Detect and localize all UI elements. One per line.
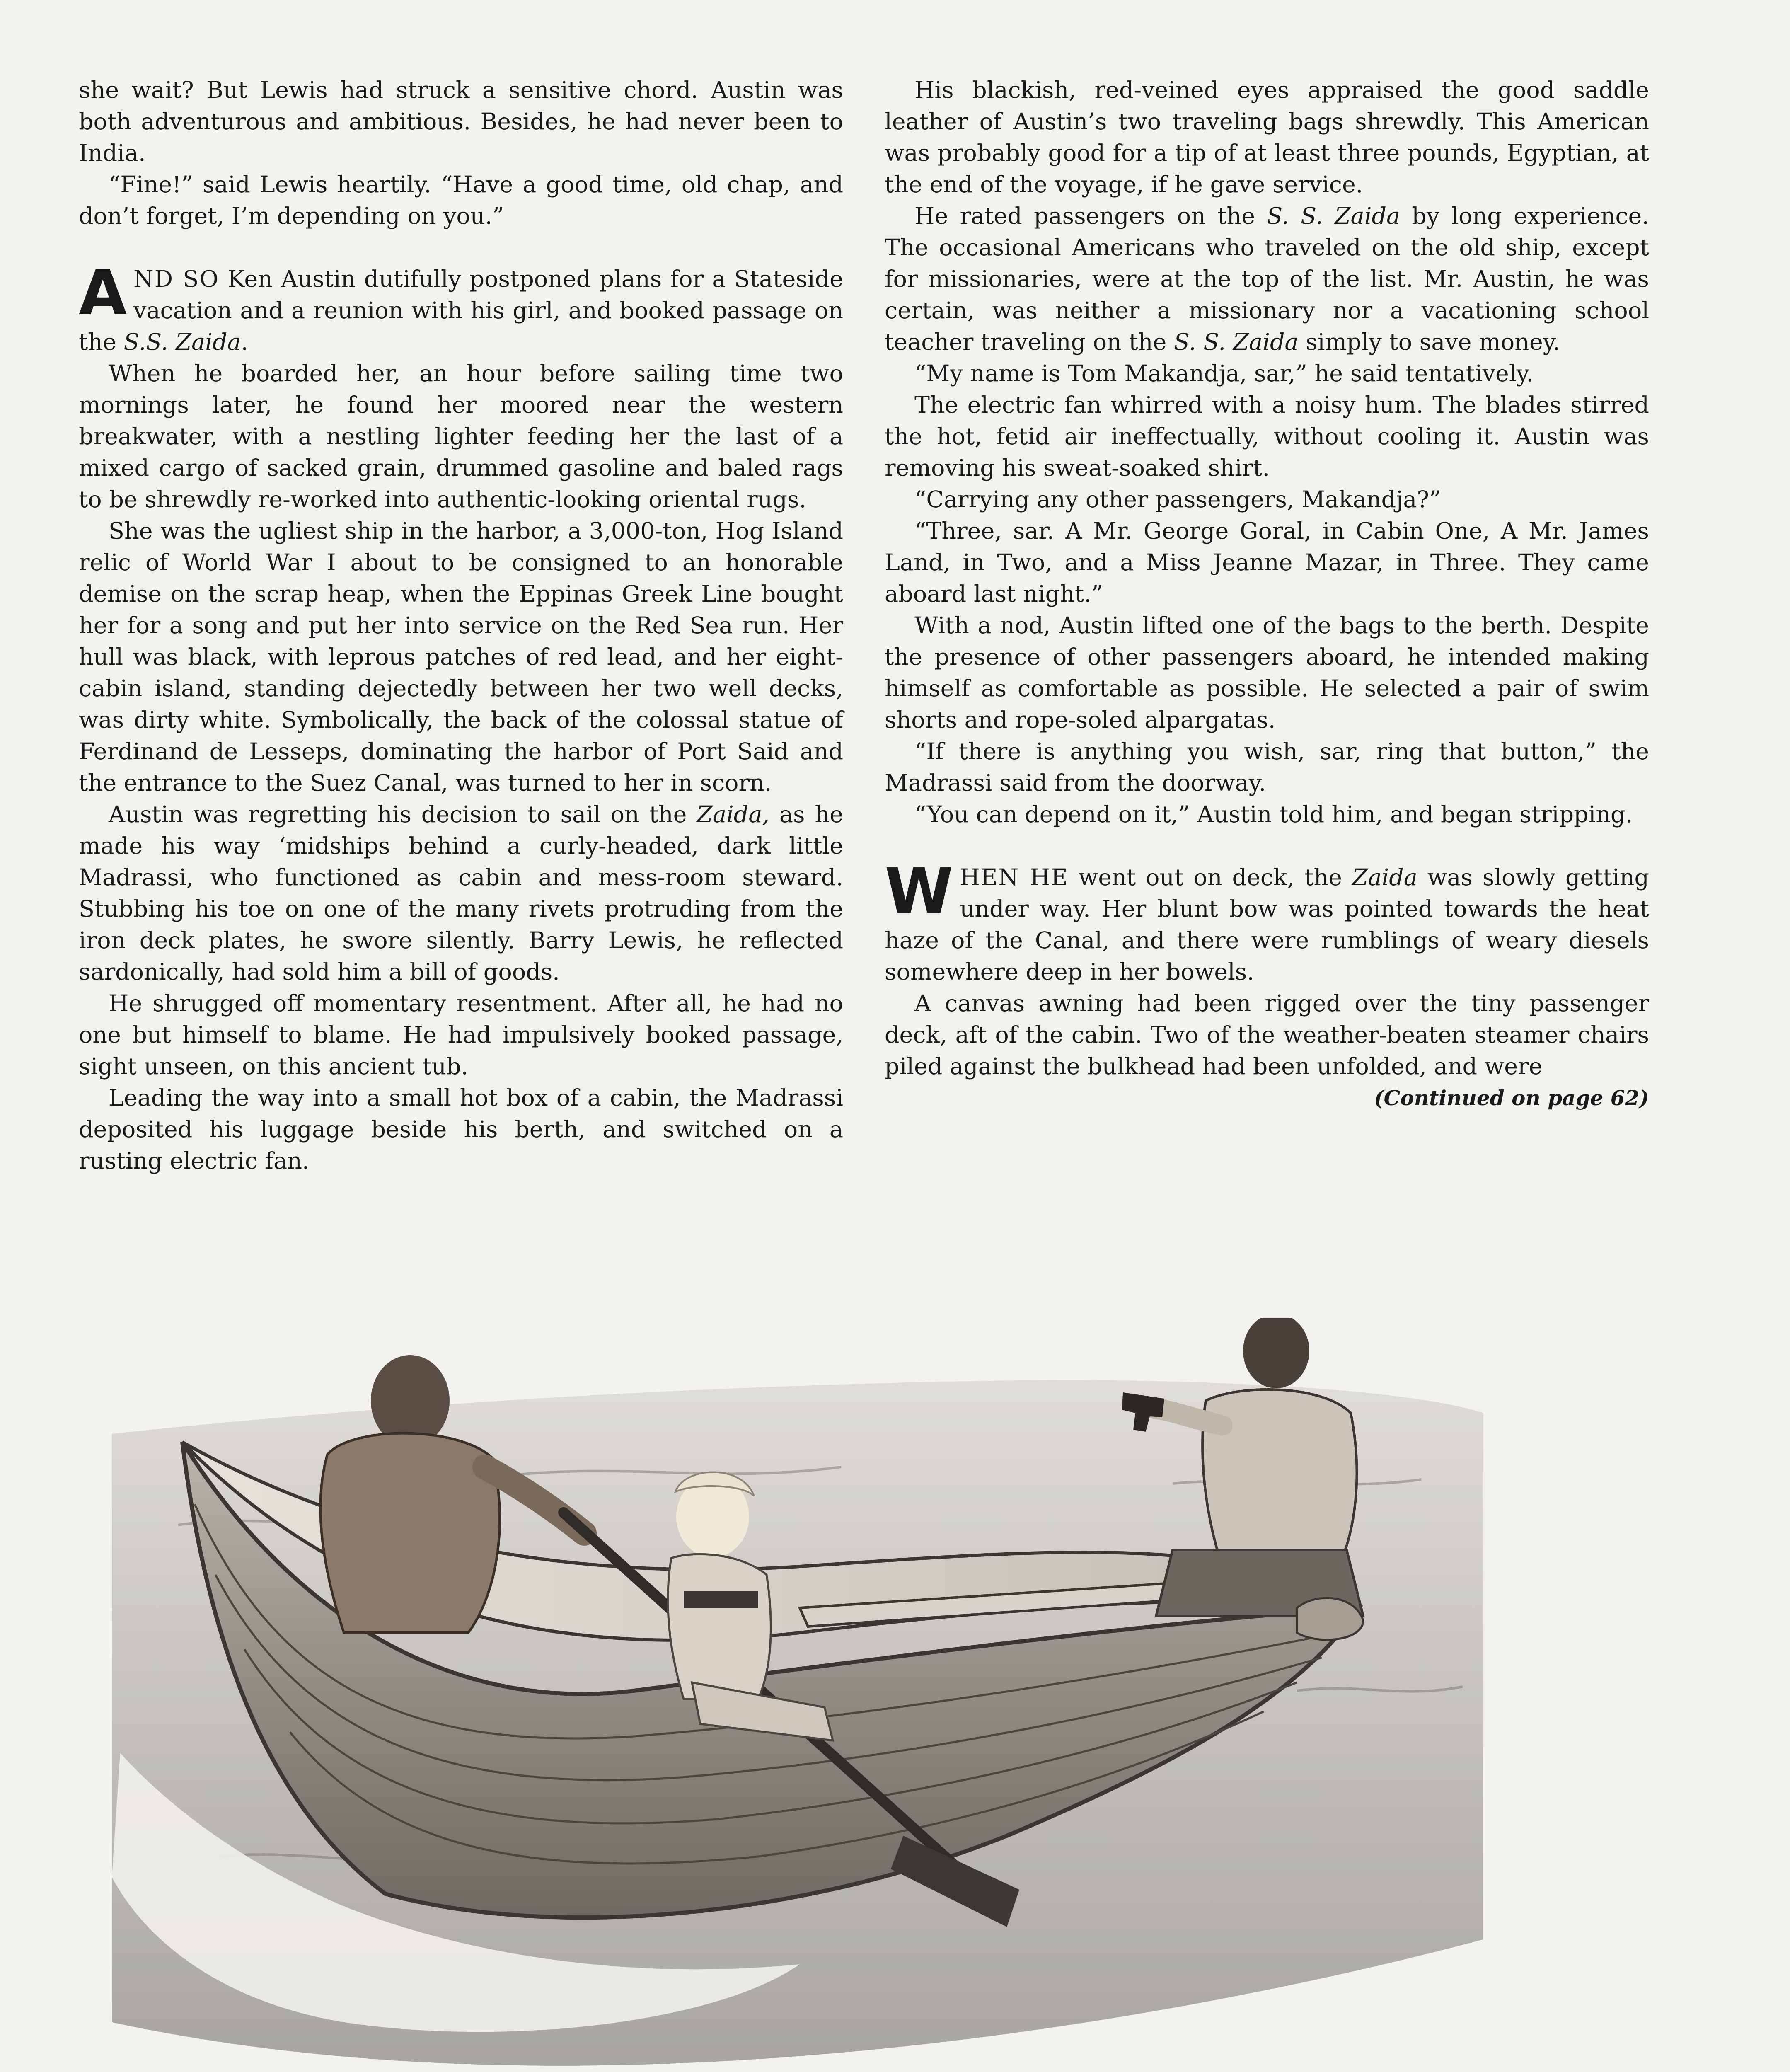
paragraph: His blackish, red-veined eyes appraised the good saddle leather of Austin’s two traveling bags shrewdly. This American was probably good for a tip of at least three pounds, Egyptian, at the end of the voyage, if he gave service. bbox=[885, 77, 1649, 198]
paragraph bbox=[885, 201, 1649, 358]
drop-cap: A bbox=[79, 257, 127, 329]
dropcap-paragraph bbox=[885, 855, 1649, 988]
left-column bbox=[79, 75, 843, 1177]
paragraph: “Carrying any other passengers, Makandja?” bbox=[914, 486, 1441, 513]
lead-caps: HEN HE bbox=[960, 864, 1069, 891]
paragraph: she wait? But Lewis had struck a sensitive chord. Austin was both adventurous and ambitious. Besides, he had never been to India. bbox=[79, 77, 843, 167]
paragraph-text: by long experience. The occasional Americans who traveled on the old ship, except for missionaries, were at the top of the list. Mr. Austin, he was certain, was neither a missionary nor a vacationing school teacher traveling on the bbox=[885, 203, 1650, 356]
paragraph-text: simply to save money. bbox=[1298, 329, 1560, 356]
paragraph-text: He rated passengers on the bbox=[914, 203, 1267, 230]
paragraph bbox=[79, 799, 843, 988]
paragraph: With a nod, Austin lifted one of the bags to the berth. Despite the presence of other passengers aboard, he intended making himself as comfortable as possible. He selected a pair of swim shorts and rope-soled alpargatas. bbox=[885, 612, 1649, 733]
ship-name: S. S. Zaida bbox=[1173, 329, 1299, 356]
paragraph: “You can depend on it,” Austin told him, and began stripping. bbox=[914, 801, 1633, 828]
paragraph-text: Ken Austin dutifully postponed plans for a Stateside vacation and a reunion with his girl, and booked passage on the bbox=[79, 266, 843, 356]
paragraph: “If there is anything you wish, sar, ring that button,” the Madrassi said from the doorway. bbox=[885, 738, 1649, 796]
paragraph-text: A canvas awning had been rigged over the tiny passenger deck, aft of the cabin. Two of the weather-beaten steamer chairs piled against the bulkhead had been unfolded, and were bbox=[885, 990, 1649, 1080]
ship-name: Zaida, bbox=[697, 801, 770, 828]
paragraph: She was the ugliest ship in the harbor, a 3,000-ton, Hog Island relic of World War I about to be consigned to an honorable demise on the scrap heap, when the Eppinas Greek Line bought her for a song and put her into service on the Red Sea run. Her hull was black, with leprous patches of red lead, and her eight-cabin island, standing dejectedly between her two well decks, was dirty white. Symbolically, the back of the colossal statue of Ferdinand de Lesseps, dominating the harbor of Port Said and the entrance to the Suez Canal, was turned to her in scorn. bbox=[79, 518, 843, 796]
dropcap-paragraph bbox=[79, 257, 843, 358]
rowboat-illustration bbox=[95, 1318, 1496, 2072]
ship-name: S. S. Zaida bbox=[1267, 203, 1401, 230]
paragraph bbox=[885, 988, 1649, 1110]
paragraph: “Fine!” said Lewis heartily. “Have a good time, old chap, and don’t forget, I’m depending on you.” bbox=[79, 171, 843, 230]
paragraph: When he boarded her, an hour before sailing time two mornings later, he found her moored near the western breakwater, with a nestling lighter feeding her the last of a mixed cargo of sacked grain, drummed gasoline and baled rags to be shrewdly re-worked into authentic-looking oriental rugs. bbox=[79, 360, 843, 513]
paragraph: He shrugged off momentary resentment. After all, he had no one but himself to blame. He had impulsively booked passage, sight unseen, on this ancient tub. bbox=[79, 990, 843, 1080]
drop-cap: W bbox=[885, 855, 953, 927]
paragraph-text: went out on deck, the bbox=[1068, 864, 1352, 891]
paragraph: The electric fan whirred with a noisy hum. The blades stirred the hot, fetid air ineffectually, without cooling it. Austin was removing his sweat-soaked shirt. bbox=[885, 392, 1649, 482]
paragraph-text: . bbox=[241, 329, 249, 356]
paragraph-text: was slowly getting under way. Her blunt bow was pointed towards the heat haze of the Canal, and there were rumblings of weary diesels somewhere deep in her bowels. bbox=[885, 864, 1649, 985]
paragraph-text: as he made his way ‘midships behind a curly-headed, dark little Madrassi, who functioned as cabin and mess-room steward. Stubbing his toe on one of the many rivets protruding from the iron deck plates, he swore silently. Barry Lewis, he reflected sardonically, had sold him a bill of goods. bbox=[79, 801, 843, 985]
ship-name: S.S. Zaida bbox=[123, 329, 241, 356]
paragraph-text: Austin was regretting his decision to sail on the bbox=[109, 801, 697, 828]
lead-caps: ND SO bbox=[133, 266, 220, 293]
paragraph: “My name is Tom Makandja, sar,” he said tentatively. bbox=[914, 360, 1534, 387]
paragraph: “Three, sar. A Mr. George Goral, in Cabin One, A Mr. James Land, in Two, and a Miss Jeanne Mazar, in Three. They came aboard last night.” bbox=[885, 518, 1649, 608]
ship-name: Zaida bbox=[1352, 864, 1417, 891]
continued-note: (Continued on page 62) bbox=[1374, 1086, 1649, 1110]
paragraph: Leading the way into a small hot box of a cabin, the Madrassi deposited his luggage beside his berth, and switched on a rusting electric fan. bbox=[79, 1084, 843, 1174]
right-column bbox=[885, 75, 1649, 1114]
